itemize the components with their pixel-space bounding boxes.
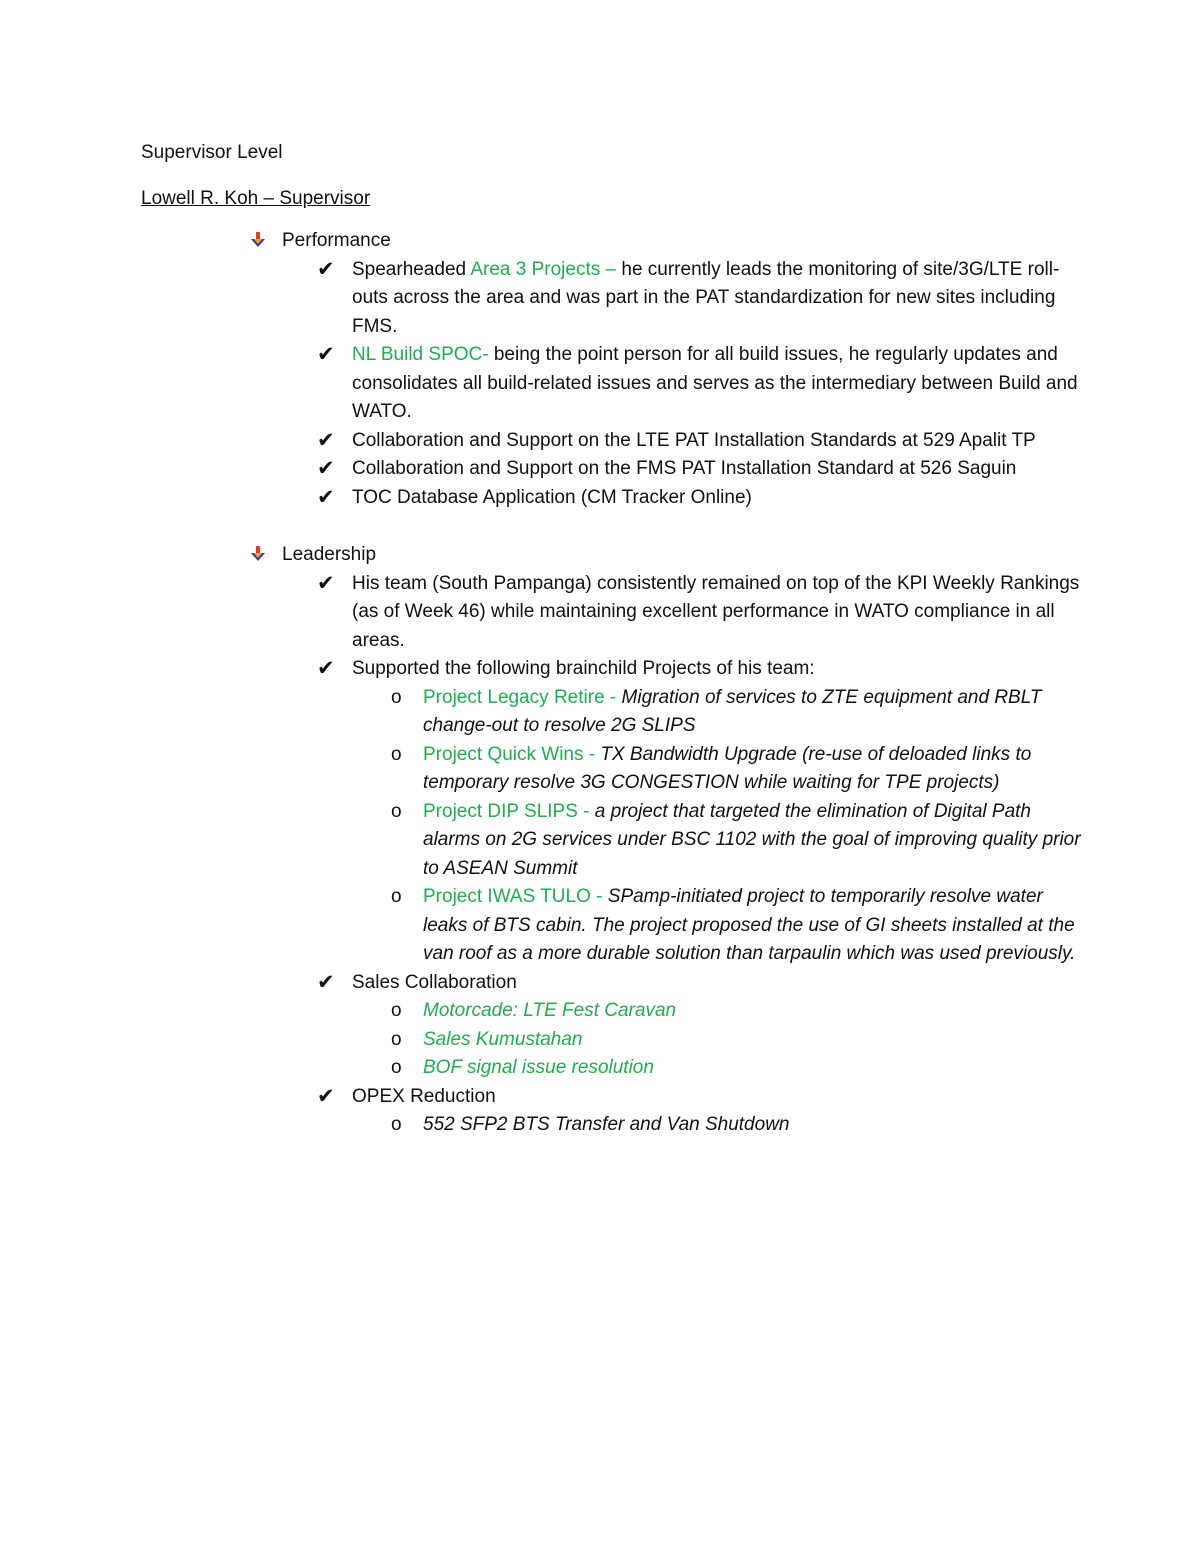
list-item (282, 655, 1081, 969)
item-text: TOC Database Application (CM Tracker Online) (352, 486, 752, 508)
circle-bullet-icon: o (391, 1000, 402, 1021)
item-text: a project that targeted the elimination of Digital Path alarms on 2G services under BSC 1102 with the goal of improving quality prior to ASEAN Summit (423, 800, 1081, 879)
check-icon: ✔ (317, 657, 335, 680)
list-item (282, 427, 1081, 456)
sublist-item (282, 798, 1081, 884)
section-title: Performance (282, 230, 391, 251)
item-highlight: Project IWAS TULO - (423, 886, 608, 907)
check-icon: ✔ (317, 428, 335, 452)
down-arrow-bullet-icon (251, 232, 265, 248)
list-item (282, 256, 1081, 342)
list-item (282, 570, 1081, 656)
person-title: Lowell R. Koh – Supervisor (141, 187, 371, 209)
check-icon: ✔ (317, 257, 335, 281)
document-body (141, 139, 1081, 1140)
item-text: OPEX Reduction (352, 1085, 496, 1107)
item-text: TX Bandwidth Upgrade (re-use of deloaded links to temporary resolve 3G CONGESTION while waiting for TPE projects) (423, 743, 1032, 793)
list-item (282, 455, 1081, 484)
projects-sublist (282, 684, 1081, 969)
circle-bullet-icon: o (391, 1114, 402, 1135)
check-icon: ✔ (317, 457, 335, 480)
circle-bullet-icon: o (391, 686, 402, 708)
sublist-item (282, 741, 1081, 798)
section-title: Leadership (282, 544, 377, 565)
list-item (282, 1083, 1081, 1140)
sublist-item (282, 883, 1081, 969)
circle-bullet-icon: o (391, 1057, 402, 1078)
item-highlight: Motorcade: LTE Fest Caravan (423, 1000, 677, 1021)
circle-bullet-icon: o (391, 800, 402, 822)
page-heading: Supervisor Level (141, 142, 283, 163)
check-icon: ✔ (317, 970, 335, 994)
item-highlight: Area 3 Projects – (470, 258, 622, 280)
section-leadership (141, 541, 1081, 1140)
item-highlight: BOF signal issue resolution (423, 1057, 654, 1078)
sublist-item (282, 1111, 1081, 1140)
sales-sublist (282, 997, 1081, 1083)
item-highlight: Project DIP SLIPS - (423, 800, 595, 822)
opex-sublist (282, 1111, 1081, 1140)
item-highlight: NL Build SPOC- (352, 344, 494, 365)
item-text: His team (South Pampanga) consistently remained on top of the KPI Weekly Rankings (as of Week 46) while maintaining excellent performance in WATO compliance in all areas. (352, 572, 1080, 651)
item-highlight: Project Quick Wins - (423, 743, 601, 765)
list-item (282, 341, 1081, 427)
circle-bullet-icon: o (391, 743, 402, 765)
list-item (282, 969, 1081, 1083)
circle-bullet-icon: o (391, 1028, 402, 1050)
item-text: Migration of services to ZTE equipment and RBLT change-out to resolve 2G SLIPS (423, 686, 1042, 736)
circle-bullet-icon: o (391, 886, 402, 907)
list-item (282, 484, 1081, 513)
item-highlight: Sales Kumustahan (423, 1028, 583, 1050)
item-text: 552 SFP2 BTS Transfer and Van Shutdown (423, 1114, 790, 1135)
item-text: Supported the following brainchild Projects of his team: (352, 658, 815, 679)
item-lead: Spearheaded (352, 258, 471, 280)
sublist-item (282, 997, 1081, 1026)
sublist-item (282, 1054, 1081, 1083)
check-icon: ✔ (317, 485, 335, 509)
check-icon: ✔ (317, 571, 335, 595)
item-text: being the point person for all build issues, he regularly updates and consolidates all build-related issues and serves as the intermediary between Build and WATO. (352, 344, 1078, 422)
performance-list (282, 256, 1081, 513)
item-text: SPamp-initiated project to temporarily resolve water leaks of BTS cabin. The project proposed the use of GI sheets installed at the van roof as a more durable solution than tarpaulin which was used previously. (423, 886, 1076, 964)
leadership-list (282, 570, 1081, 1140)
item-text: he currently leads the monitoring of site/3G/LTE roll-outs across the area and was part in the PAT standardization for new sites including FMS. (352, 258, 1060, 337)
item-text: Sales Collaboration (352, 971, 517, 993)
item-text: Collaboration and Support on the LTE PAT Installation Standards at 529 Apalit TP (352, 429, 1036, 451)
section-performance (141, 227, 1081, 512)
down-arrow-bullet-icon (251, 546, 265, 562)
item-highlight: Project Legacy Retire - (423, 686, 622, 708)
check-icon: ✔ (317, 1084, 335, 1108)
sublist-item (282, 1026, 1081, 1055)
sublist-item (282, 684, 1081, 741)
check-icon: ✔ (317, 343, 335, 366)
item-text: Collaboration and Support on the FMS PAT Installation Standard at 526 Saguin (352, 458, 1017, 479)
